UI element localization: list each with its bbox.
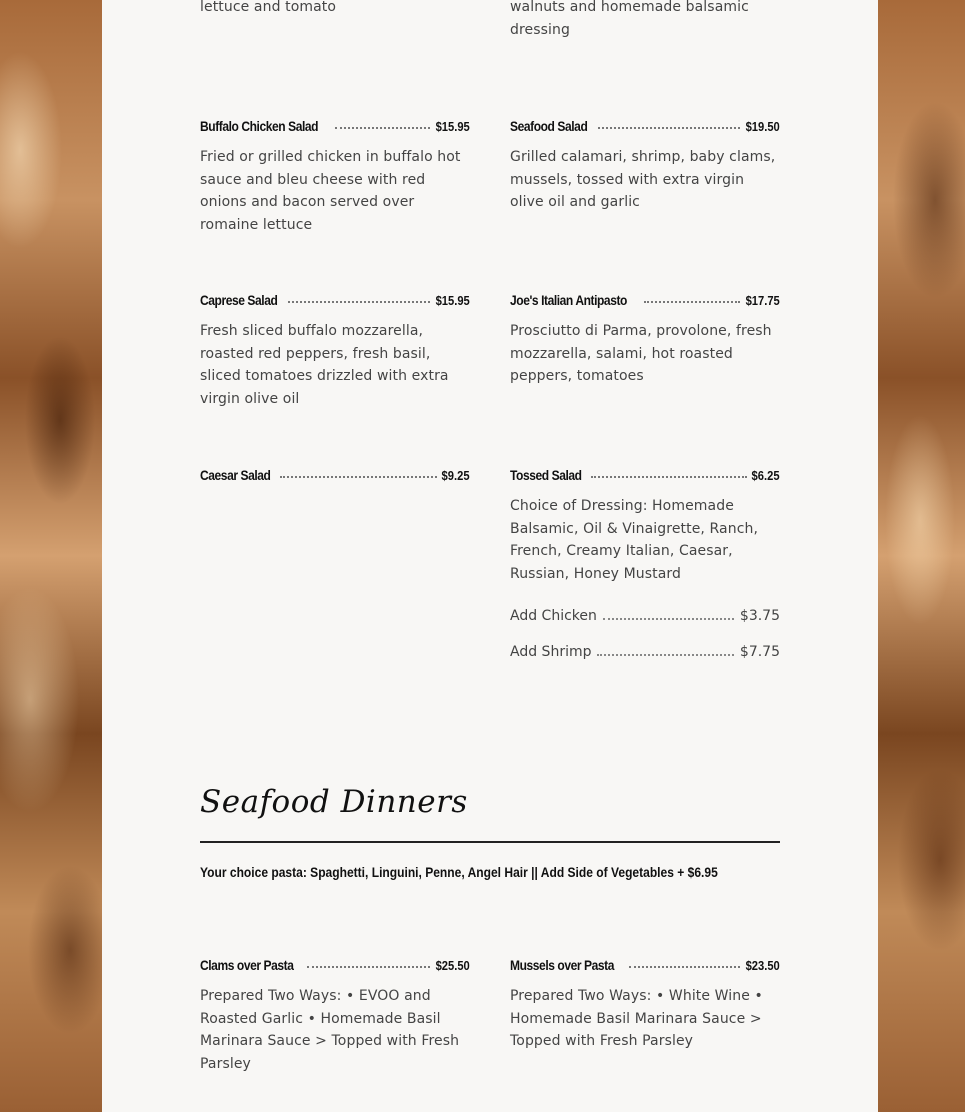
item-price: $25.50 (435, 958, 470, 973)
item-name: Mussels over Pasta (510, 957, 615, 973)
dot-leader (603, 618, 734, 620)
dot-leader (307, 966, 431, 968)
item-name: Joe's Italian Antipasto (510, 292, 627, 308)
section-title-seafood-dinners: Seafood Dinners (200, 784, 468, 820)
dot-leader (598, 127, 740, 129)
item-description: lettuce and tomato (200, 0, 337, 15)
item-price: $15.95 (435, 293, 470, 308)
item-price: $9.25 (442, 468, 470, 483)
menu-item-buffalo-chicken-salad (200, 112, 470, 236)
item-name: Caesar Salad (200, 467, 271, 483)
item-name: Caprese Salad (200, 292, 278, 308)
top-fragment-right (510, 0, 780, 41)
pasta-choice-note: Your choice pasta: Spaghetti, Linguini, Penne, Angel Hair || Add Side of Vegetables + $6.95 (200, 864, 718, 880)
item-header (200, 286, 470, 308)
addon-shrimp (510, 640, 780, 660)
item-price: $23.50 (745, 958, 780, 973)
addon-chicken (510, 604, 780, 624)
item-description: walnuts and homemade balsamic dressing (510, 0, 749, 38)
item-name: Buffalo Chicken Salad (200, 118, 319, 134)
addon-price: $7.75 (739, 644, 780, 660)
item-price: $6.25 (752, 468, 780, 483)
item-description: Prosciutto di Parma, provolone, fresh mozzarella, salami, hot roasted peppers, tomatoes (510, 323, 772, 384)
menu-item-mussels-over-pasta (510, 951, 780, 1053)
item-description: Grilled calamari, shrimp, baby clams, mussels, tossed with extra virgin olive oil and garlic (510, 149, 776, 210)
item-name: Seafood Salad (510, 118, 588, 134)
dot-leader (597, 654, 733, 656)
item-price: $17.75 (745, 293, 780, 308)
item-name: Clams over Pasta (200, 957, 294, 973)
item-description: Fresh sliced buffalo mozzarella, roasted red peppers, fresh basil, sliced tomatoes drizzled with extra virgin olive oil (200, 323, 449, 407)
dot-leader (591, 476, 747, 478)
item-price: $15.95 (435, 119, 470, 134)
item-description: Prepared Two Ways: • White Wine • Homemade Basil Marinara Sauce > Topped with Fresh Parsley (510, 988, 763, 1049)
section-divider (200, 841, 780, 843)
item-description: Fried or grilled chicken in buffalo hot sauce and bleu cheese with red onions and bacon served over romaine lettuce (200, 149, 461, 233)
item-header (200, 461, 470, 483)
addon-name: Add Chicken (510, 608, 597, 624)
item-description: Prepared Two Ways: • EVOO and Roasted Garlic • Homemade Basil Marinara Sauce > Topped with Fresh Parsley (200, 988, 460, 1072)
menu-item-caesar-salad (200, 461, 470, 483)
dot-leader (280, 476, 438, 478)
item-header (510, 112, 780, 134)
item-price: $19.50 (745, 119, 780, 134)
menu-item-tossed-salad (510, 461, 780, 660)
dot-leader (288, 301, 430, 303)
menu-item-seafood-salad (510, 112, 780, 214)
dot-leader (644, 301, 740, 303)
top-fragment-left (200, 0, 470, 19)
item-header (510, 461, 780, 483)
menu-item-caprese-salad (200, 286, 470, 410)
menu-item-clams-over-pasta (200, 951, 470, 1075)
dot-leader (335, 127, 430, 129)
item-name: Tossed Salad (510, 467, 582, 483)
menu-item-italian-antipasto (510, 286, 780, 388)
item-header (510, 286, 780, 308)
item-header (200, 951, 470, 973)
item-description: Choice of Dressing: Homemade Balsamic, Oil & Vinaigrette, Ranch, French, Creamy Italian, Caesar, Russian, Honey Mustard (510, 498, 759, 582)
item-header (200, 112, 470, 134)
dot-leader (629, 966, 740, 968)
addon-price: $3.75 (739, 608, 780, 624)
addon-name: Add Shrimp (510, 644, 592, 660)
item-header (510, 951, 780, 973)
